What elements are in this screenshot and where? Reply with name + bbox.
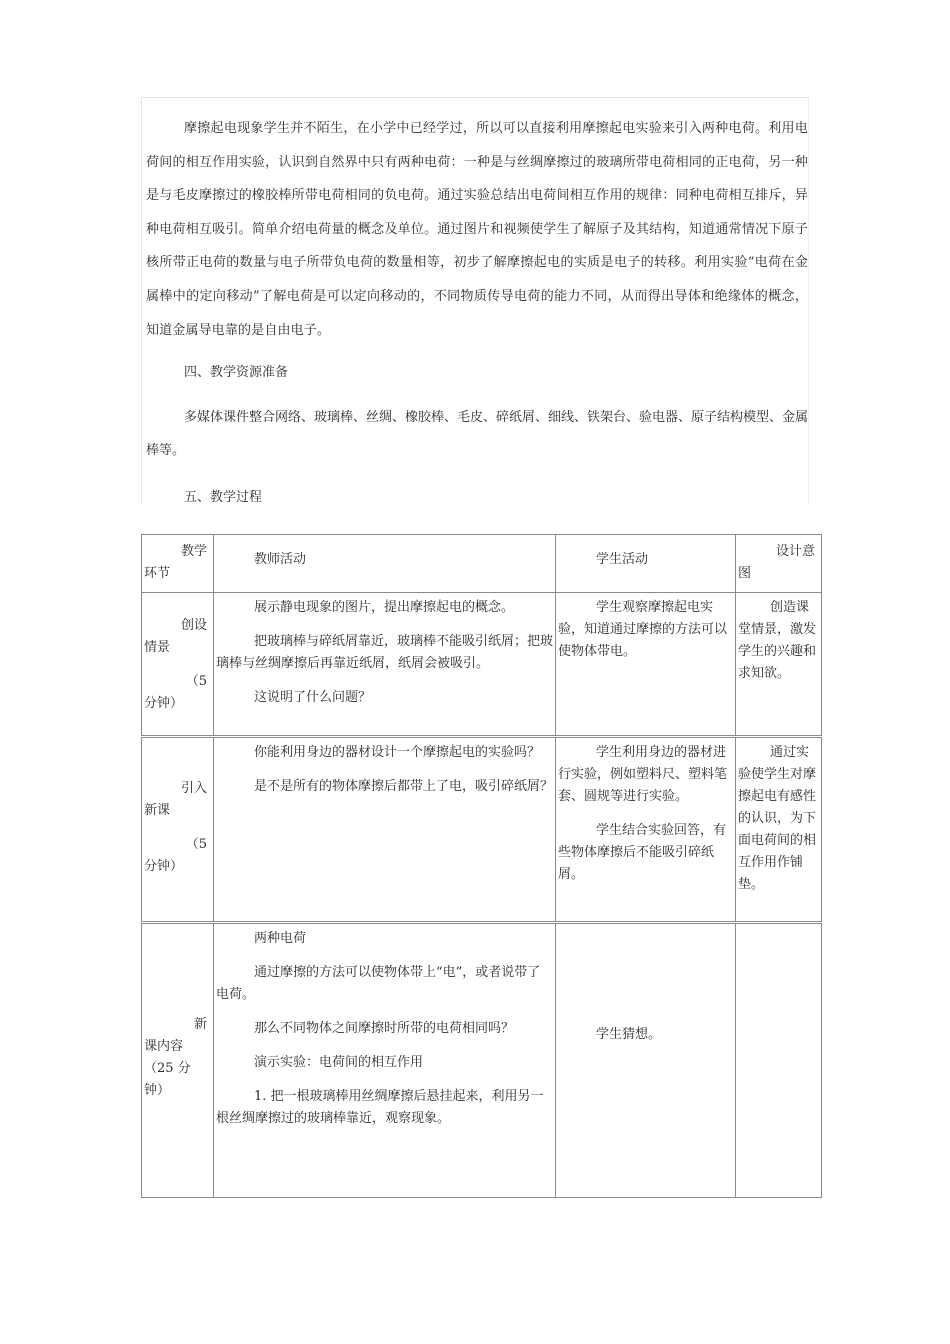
header-design: 设计意 图 xyxy=(736,535,822,593)
row3-stage: 新 课内容 （25 分 钟） xyxy=(142,923,214,1198)
row2-student: 学生利用身边的器材进行实验，例如塑料尺、塑料笔套、圆规等进行实验。 学生结合实验回答，有些物体摩擦后不能吸引碎纸屑。 xyxy=(556,737,736,923)
section4-text: 多媒体课件整合网络、玻璃棒、丝绸、橡胶棒、毛皮、碎纸屑、细线、铁架台、验电器、原子结构模型、金属棒等。 xyxy=(146,410,809,458)
row2-stage: 引入 新课 （5 分钟） xyxy=(142,737,214,923)
row3-student: 学生猜想。 xyxy=(556,923,736,1198)
intro-paragraph: 摩擦起电现象学生并不陌生，在小学中已经学过，所以可以直接利用摩擦起电实验来引入两种电荷。利用电荷间的相互作用实验，认识到自然界中只有两种电荷：一种是与丝绸摩擦过的玻璃所带电荷相同的正电荷，另一种是与毛皮摩擦过的橡胶棒所带电荷相同的负电荷。通过实验总结出电荷间相互作用的规律：同种电荷相互排斥，异种电荷相互吸引。简单介绍电荷量的概念及单位。通过图片和视频使学生了解原子及其结构，知道通常情况下原子核所带正电荷的数量与电子所带负电荷的数量相等，初步了解摩擦起电的实质是电子的转移。利用实验“电荷在金属棒中的定向移动”了解电荷是可以定向移动的，不同物质传导电荷的能力不同，从而得出导体和绝缘体的概念，知道金属导电靠的是自由电子。 xyxy=(146,121,808,338)
row1-stage: 创设 情景 （5 分钟） xyxy=(142,593,214,737)
table-row xyxy=(142,593,822,737)
header-teacher: 教师活动 xyxy=(214,535,556,593)
row3-design xyxy=(736,923,822,1198)
lesson-table xyxy=(141,534,822,1198)
row2-design: 通过实验使学生对摩擦起电有感性的认识，为下面电荷间的相互作用作铺垫。 xyxy=(736,737,822,923)
table-row xyxy=(142,737,822,923)
table-header-row xyxy=(142,535,822,593)
row3-teacher: 两种电荷 通过摩擦的方法可以使物体带上“电”，或者说带了电荷。 那么不同物体之间摩擦时所带的电荷相同吗？ 演示实验：电荷间的相互作用 1. 把一根玻璃棒用丝绸摩擦后悬挂起来，利用另一根丝绸摩擦过的玻璃棒靠近，观察现象。 xyxy=(214,923,556,1198)
row2-teacher: 你能利用身边的器材设计一个摩擦起电的实验吗？ 是不是所有的物体摩擦后都带上了电，吸引碎纸屑？ xyxy=(214,737,556,923)
header-student: 学生活动 xyxy=(556,535,736,593)
header-stage: 教学 环节 xyxy=(142,535,214,593)
intro-section xyxy=(141,97,809,503)
row1-design: 创造课堂情景，激发学生的兴趣和求知欲。 xyxy=(736,593,822,737)
section5-title: 五、教学过程 xyxy=(184,490,263,505)
row1-teacher: 展示静电现象的图片，提出摩擦起电的概念。 把玻璃棒与碎纸屑靠近，玻璃棒不能吸引纸屑；把玻璃棒与丝绸摩擦后再靠近纸屑，纸屑会被吸引。 这说明了什么问题？ xyxy=(214,593,556,737)
section4-title: 四、教学资源准备 xyxy=(184,365,289,380)
row1-student: 学生观察摩擦起电实验，知道通过摩擦的方法可以使物体带电。 xyxy=(556,593,736,737)
table-row xyxy=(142,923,822,1198)
